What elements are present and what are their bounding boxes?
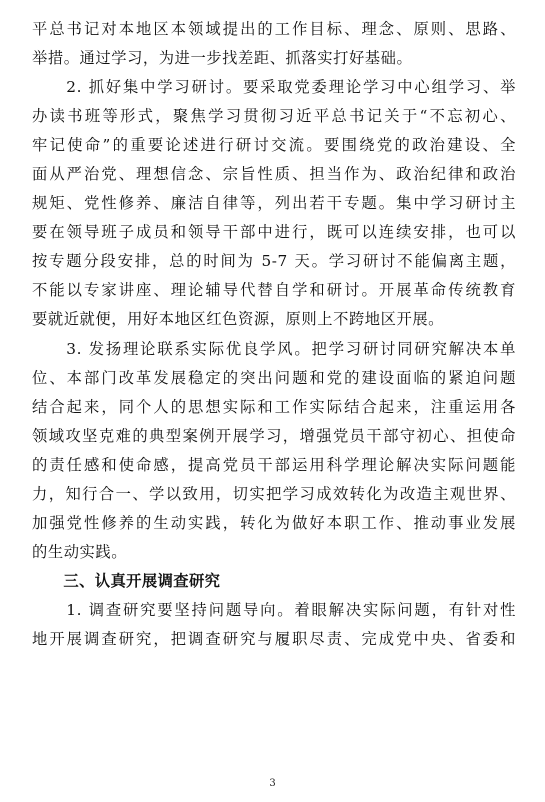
section-heading: 三、认真开展调查研究 (32, 571, 221, 590)
text-line: 领域攻坚克难的典型案例开展学习，增强党员干部守初心、担使命 (32, 426, 516, 445)
text-line: 的责任感和使命感，提高党员干部运用科学理论解决实际问题能 (32, 455, 516, 474)
text-line: 平总书记对本地区本领域提出的工作目标、理念、原则、思路、 (32, 20, 516, 38)
text-line: 面从严治党、理想信念、宗旨性质、担当作为、政治纪律和政治 (32, 165, 516, 184)
text-line: 举措。通过学习，为进一步找差距、抓落实打好基础。 (32, 49, 413, 68)
text-line: 按专题分段安排，总的时间为 5-7 天。学习研讨不能偏离主题， (32, 252, 516, 271)
text-line: 要就近就便，用好本地区红色资源，原则上不跨地区开展。 (32, 310, 445, 329)
text-line: 不能以专家讲座、理论辅导代替自学和研讨。开展革命传统教育 (32, 281, 516, 300)
text-line: 1. 调查研究要坚持问题导向。着眼解决实际问题，有针对性 (32, 600, 516, 619)
body-text (32, 22, 516, 661)
text-line: 规矩、党性修养、廉洁自律等，列出若干专题。集中学习研讨主 (32, 194, 516, 213)
text-line: 3. 发扬理论联系实际优良学风。把学习研讨同研究解决本单 (32, 339, 516, 358)
text-line: 力，知行合一、学以致用，切实把学习成效转化为改造主观世界、 (32, 484, 516, 503)
text-line: 牢记使命”的重要论述进行研讨交流。要围绕党的政治建设、全 (32, 136, 516, 155)
text-line: 地开展调查研究，把调查研究与履职尽责、完成党中央、省委和 (32, 629, 516, 648)
text-line: 2. 抓好集中学习研讨。要采取党委理论学习中心组学习、举 (32, 78, 516, 97)
text-line: 结合起来，同个人的思想实际和工作实际结合起来，注重运用各 (32, 397, 516, 416)
text-line: 加强党性修养的生动实践，转化为做好本职工作、推动事业发展 (32, 513, 516, 532)
text-line: 要在领导班子成员和领导干部中进行，既可以连续安排，也可以 (32, 223, 516, 242)
text-line: 办读书班等形式，聚焦学习贯彻习近平总书记关于“不忘初心、 (32, 107, 516, 126)
text-line: 的生动实践。 (32, 542, 128, 561)
page-number: 3 (269, 778, 276, 789)
text-line: 位、本部门改革发展稳定的突出问题和党的建设面临的紧迫问题 (32, 368, 516, 387)
